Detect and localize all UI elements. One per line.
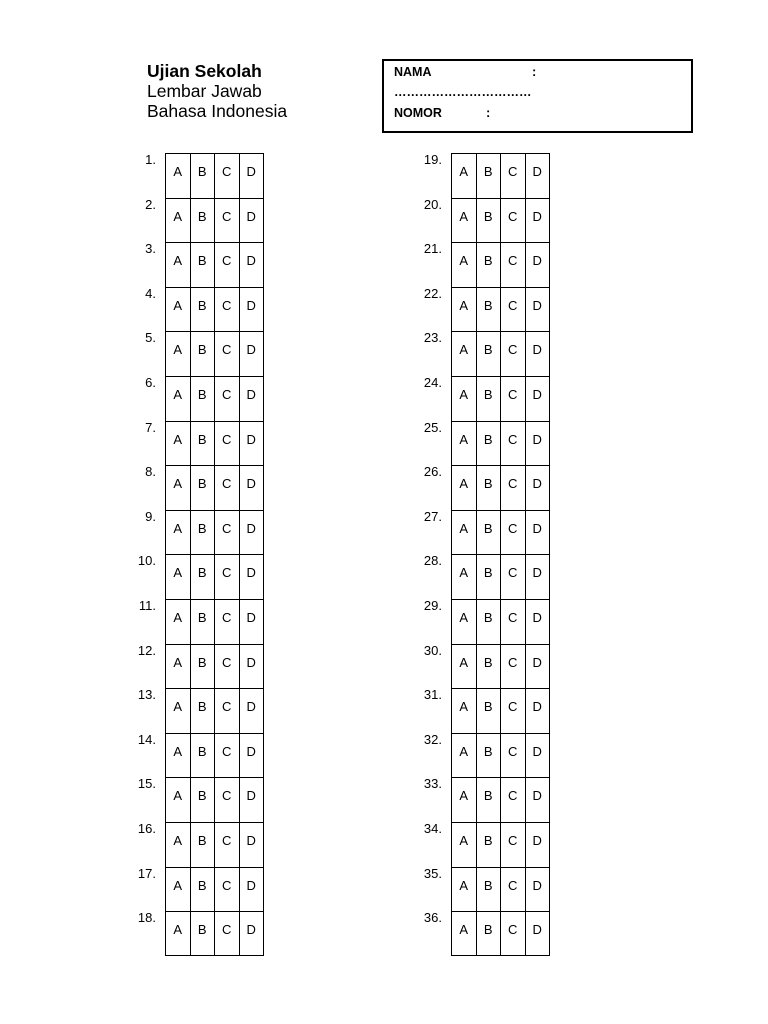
answer-option-a[interactable]: A bbox=[452, 778, 477, 822]
answer-options bbox=[451, 599, 550, 644]
answer-option-b[interactable]: B bbox=[477, 377, 502, 421]
answer-option-d[interactable]: D bbox=[240, 377, 265, 421]
answer-option-a[interactable]: A bbox=[452, 154, 477, 198]
question-number: 32. bbox=[423, 731, 442, 747]
answer-option-c[interactable]: C bbox=[501, 422, 526, 466]
answer-options bbox=[165, 733, 264, 778]
answer-options bbox=[451, 867, 550, 912]
answer-option-c[interactable]: C bbox=[501, 199, 526, 243]
answer-option-d[interactable]: D bbox=[240, 199, 265, 243]
answer-option-c[interactable]: C bbox=[215, 199, 240, 243]
answer-option-c[interactable]: C bbox=[501, 823, 526, 867]
answer-option-b[interactable]: B bbox=[191, 689, 216, 733]
title-block bbox=[147, 61, 287, 121]
question-number: 23. bbox=[423, 330, 442, 346]
answer-option-a[interactable]: A bbox=[452, 734, 477, 778]
question-number: 25. bbox=[423, 419, 442, 435]
answer-option-c[interactable]: C bbox=[215, 243, 240, 287]
name-label: NAMA bbox=[394, 65, 432, 79]
answer-option-c[interactable]: C bbox=[501, 511, 526, 555]
name-colon: : bbox=[532, 64, 537, 79]
answer-option-a[interactable]: A bbox=[452, 377, 477, 421]
question-number: 10. bbox=[137, 553, 156, 569]
answer-option-b[interactable]: B bbox=[477, 154, 502, 198]
answer-option-c[interactable]: C bbox=[501, 778, 526, 822]
answer-option-c[interactable]: C bbox=[215, 332, 240, 376]
answer-option-d[interactable]: D bbox=[526, 734, 551, 778]
question-number: 2. bbox=[145, 196, 156, 212]
answer-option-d[interactable]: D bbox=[526, 778, 551, 822]
answer-option-b[interactable]: B bbox=[191, 288, 216, 332]
answer-option-d[interactable]: D bbox=[240, 154, 265, 198]
answer-options bbox=[451, 777, 550, 822]
answer-option-c[interactable]: C bbox=[215, 555, 240, 599]
answer-option-a[interactable]: A bbox=[452, 243, 477, 287]
answer-option-a[interactable]: A bbox=[166, 600, 191, 644]
answer-options bbox=[165, 822, 264, 867]
answer-options bbox=[165, 510, 264, 555]
answer-option-b[interactable]: B bbox=[477, 555, 502, 599]
question-number: 9. bbox=[145, 508, 156, 524]
answer-option-b[interactable]: B bbox=[477, 243, 502, 287]
answer-option-c[interactable]: C bbox=[501, 868, 526, 912]
answer-option-a[interactable]: A bbox=[452, 912, 477, 955]
answer-option-d[interactable]: D bbox=[526, 555, 551, 599]
answer-option-d[interactable]: D bbox=[526, 243, 551, 287]
question-number: 6. bbox=[145, 374, 156, 390]
answer-options bbox=[165, 911, 264, 956]
number-colon: : bbox=[486, 105, 491, 120]
answer-option-b[interactable]: B bbox=[477, 689, 502, 733]
answer-option-d[interactable]: D bbox=[240, 689, 265, 733]
answer-option-c[interactable]: C bbox=[215, 689, 240, 733]
answer-options bbox=[165, 599, 264, 644]
answer-option-d[interactable]: D bbox=[526, 912, 551, 955]
answer-option-b[interactable]: B bbox=[191, 912, 216, 955]
question-number: 13. bbox=[137, 687, 156, 703]
answer-option-b[interactable]: B bbox=[191, 511, 216, 555]
answer-option-d[interactable]: D bbox=[240, 645, 265, 689]
question-number: 3. bbox=[145, 241, 156, 257]
answer-option-b[interactable]: B bbox=[191, 377, 216, 421]
answer-option-a[interactable]: A bbox=[452, 199, 477, 243]
question-number: 35. bbox=[423, 865, 442, 881]
answer-option-d[interactable]: D bbox=[526, 689, 551, 733]
answer-option-d[interactable]: D bbox=[240, 823, 265, 867]
answer-option-b[interactable]: B bbox=[191, 823, 216, 867]
answer-option-d[interactable]: D bbox=[526, 645, 551, 689]
question-number: 4. bbox=[145, 285, 156, 301]
answer-option-b[interactable]: B bbox=[477, 868, 502, 912]
answer-option-c[interactable]: C bbox=[215, 823, 240, 867]
exam-title: Ujian Sekolah bbox=[147, 61, 262, 81]
answer-options bbox=[451, 198, 550, 243]
answer-option-b[interactable]: B bbox=[477, 511, 502, 555]
answer-options bbox=[165, 331, 264, 376]
answer-option-a[interactable]: A bbox=[166, 422, 191, 466]
answer-option-c[interactable]: C bbox=[215, 734, 240, 778]
answer-option-a[interactable]: A bbox=[452, 823, 477, 867]
answer-option-d[interactable]: D bbox=[240, 422, 265, 466]
question-number: 29. bbox=[423, 597, 442, 613]
answer-options bbox=[165, 867, 264, 912]
answer-option-a[interactable]: A bbox=[166, 823, 191, 867]
question-number: 16. bbox=[137, 820, 156, 836]
question-number: 26. bbox=[423, 464, 442, 480]
answer-option-a[interactable]: A bbox=[166, 778, 191, 822]
answer-options bbox=[451, 287, 550, 332]
answer-option-c[interactable]: C bbox=[215, 645, 240, 689]
question-number: 20. bbox=[423, 196, 442, 212]
answer-option-d[interactable]: D bbox=[526, 466, 551, 510]
answer-option-d[interactable]: D bbox=[526, 422, 551, 466]
answer-option-a[interactable]: A bbox=[166, 645, 191, 689]
answer-option-a[interactable]: A bbox=[166, 912, 191, 955]
answer-option-a[interactable]: A bbox=[452, 511, 477, 555]
question-number: 30. bbox=[423, 642, 442, 658]
answer-option-b[interactable]: B bbox=[191, 243, 216, 287]
answer-options bbox=[165, 421, 264, 466]
answer-option-d[interactable]: D bbox=[240, 778, 265, 822]
question-number: 33. bbox=[423, 776, 442, 792]
answer-option-d[interactable]: D bbox=[526, 199, 551, 243]
answer-option-b[interactable]: B bbox=[191, 555, 216, 599]
answer-option-b[interactable]: B bbox=[477, 199, 502, 243]
answer-options bbox=[451, 911, 550, 956]
answer-options bbox=[165, 688, 264, 733]
answer-option-a[interactable]: A bbox=[166, 332, 191, 376]
answer-option-c[interactable]: C bbox=[501, 689, 526, 733]
question-number: 15. bbox=[137, 776, 156, 792]
answer-option-c[interactable]: C bbox=[215, 600, 240, 644]
answer-option-d[interactable]: D bbox=[240, 734, 265, 778]
answer-option-b[interactable]: B bbox=[477, 466, 502, 510]
answer-option-b[interactable]: B bbox=[477, 288, 502, 332]
answer-option-a[interactable]: A bbox=[452, 600, 477, 644]
answer-option-b[interactable]: B bbox=[477, 778, 502, 822]
answer-options bbox=[451, 421, 550, 466]
answer-option-a[interactable]: A bbox=[452, 868, 477, 912]
answer-options bbox=[165, 376, 264, 421]
question-number: 34. bbox=[423, 820, 442, 836]
answer-option-c[interactable]: C bbox=[501, 332, 526, 376]
answer-option-c[interactable]: C bbox=[501, 288, 526, 332]
answer-option-d[interactable]: D bbox=[240, 600, 265, 644]
answer-options bbox=[165, 153, 264, 198]
answer-option-d[interactable]: D bbox=[526, 868, 551, 912]
answer-option-c[interactable]: C bbox=[501, 600, 526, 644]
answer-option-c[interactable]: C bbox=[501, 466, 526, 510]
answer-option-b[interactable]: B bbox=[191, 154, 216, 198]
sheet-subtitle: Lembar Jawab bbox=[147, 81, 262, 101]
answer-option-c[interactable]: C bbox=[501, 377, 526, 421]
answer-option-a[interactable]: A bbox=[166, 868, 191, 912]
question-number: 14. bbox=[137, 731, 156, 747]
answer-option-c[interactable]: C bbox=[215, 377, 240, 421]
answer-options bbox=[165, 465, 264, 510]
answer-option-b[interactable]: B bbox=[191, 422, 216, 466]
answer-option-b[interactable]: B bbox=[477, 912, 502, 955]
answer-option-b[interactable]: B bbox=[191, 199, 216, 243]
question-number: 12. bbox=[137, 642, 156, 658]
answer-option-c[interactable]: C bbox=[215, 422, 240, 466]
answer-option-a[interactable]: A bbox=[166, 243, 191, 287]
answer-options bbox=[165, 242, 264, 287]
question-number: 28. bbox=[423, 553, 442, 569]
answer-options bbox=[451, 465, 550, 510]
answer-option-d[interactable]: D bbox=[240, 288, 265, 332]
answer-options bbox=[451, 822, 550, 867]
answer-option-d[interactable]: D bbox=[240, 511, 265, 555]
answer-options bbox=[451, 644, 550, 689]
answer-option-b[interactable]: B bbox=[191, 734, 216, 778]
answer-option-a[interactable]: A bbox=[452, 689, 477, 733]
answer-option-a[interactable]: A bbox=[452, 645, 477, 689]
answer-option-c[interactable]: C bbox=[215, 154, 240, 198]
question-number: 22. bbox=[423, 285, 442, 301]
answer-option-b[interactable]: B bbox=[191, 645, 216, 689]
answer-option-b[interactable]: B bbox=[191, 600, 216, 644]
answer-option-d[interactable]: D bbox=[526, 154, 551, 198]
answer-options bbox=[451, 688, 550, 733]
answer-option-a[interactable]: A bbox=[166, 511, 191, 555]
answer-option-a[interactable]: A bbox=[452, 332, 477, 376]
answer-option-a[interactable]: A bbox=[452, 555, 477, 599]
name-dotted-line[interactable]: …………………………… bbox=[394, 85, 532, 99]
answer-option-c[interactable]: C bbox=[215, 511, 240, 555]
answer-option-a[interactable]: A bbox=[452, 466, 477, 510]
answer-option-c[interactable]: C bbox=[501, 154, 526, 198]
answer-option-d[interactable]: D bbox=[526, 288, 551, 332]
answer-option-a[interactable]: A bbox=[452, 422, 477, 466]
answer-options bbox=[451, 510, 550, 555]
question-number: 1. bbox=[145, 152, 156, 167]
answer-option-b[interactable]: B bbox=[191, 466, 216, 510]
answer-option-b[interactable]: B bbox=[191, 778, 216, 822]
answer-option-c[interactable]: C bbox=[501, 243, 526, 287]
answer-option-d[interactable]: D bbox=[240, 912, 265, 955]
answer-option-b[interactable]: B bbox=[477, 332, 502, 376]
answer-option-b[interactable]: B bbox=[477, 823, 502, 867]
answer-option-d[interactable]: D bbox=[526, 332, 551, 376]
answer-option-b[interactable]: B bbox=[477, 600, 502, 644]
answer-option-a[interactable]: A bbox=[166, 288, 191, 332]
answer-option-c[interactable]: C bbox=[215, 868, 240, 912]
answer-option-a[interactable]: A bbox=[166, 734, 191, 778]
question-number: 7. bbox=[145, 419, 156, 435]
answer-options bbox=[451, 153, 550, 198]
answer-option-c[interactable]: C bbox=[501, 734, 526, 778]
answer-options bbox=[451, 733, 550, 778]
question-number: 5. bbox=[145, 330, 156, 346]
answer-option-c[interactable]: C bbox=[215, 466, 240, 510]
answer-option-a[interactable]: A bbox=[166, 377, 191, 421]
answer-option-c[interactable]: C bbox=[501, 555, 526, 599]
question-number: 11. bbox=[138, 597, 156, 613]
answer-option-a[interactable]: A bbox=[452, 288, 477, 332]
answer-option-c[interactable]: C bbox=[501, 645, 526, 689]
number-label: NOMOR bbox=[394, 106, 442, 120]
question-number: 19. bbox=[423, 152, 442, 167]
student-id-box bbox=[382, 59, 693, 133]
answer-option-d[interactable]: D bbox=[240, 466, 265, 510]
answer-option-b[interactable]: B bbox=[477, 645, 502, 689]
answer-option-d[interactable]: D bbox=[526, 511, 551, 555]
answer-option-a[interactable]: A bbox=[166, 154, 191, 198]
question-number: 24. bbox=[423, 374, 442, 390]
answer-option-b[interactable]: B bbox=[191, 868, 216, 912]
answer-options bbox=[451, 376, 550, 421]
question-number: 17. bbox=[137, 865, 156, 881]
answer-option-d[interactable]: D bbox=[526, 823, 551, 867]
answer-option-d[interactable]: D bbox=[240, 332, 265, 376]
answer-options bbox=[165, 644, 264, 689]
answer-option-d[interactable]: D bbox=[240, 868, 265, 912]
question-number: 8. bbox=[145, 464, 156, 480]
answer-option-a[interactable]: A bbox=[166, 689, 191, 733]
question-number: 36. bbox=[423, 910, 442, 926]
answer-option-d[interactable]: D bbox=[240, 243, 265, 287]
question-number: 27. bbox=[423, 508, 442, 524]
answer-options bbox=[165, 554, 264, 599]
answer-option-a[interactable]: A bbox=[166, 199, 191, 243]
answer-option-c[interactable]: C bbox=[215, 912, 240, 955]
answer-option-a[interactable]: A bbox=[166, 555, 191, 599]
answer-options bbox=[165, 287, 264, 332]
answer-option-d[interactable]: D bbox=[526, 600, 551, 644]
answer-options bbox=[165, 777, 264, 822]
question-number: 21. bbox=[423, 241, 442, 257]
question-number: 18. bbox=[137, 910, 156, 926]
subject-name: Bahasa Indonesia bbox=[147, 101, 288, 121]
answer-option-c[interactable]: C bbox=[215, 288, 240, 332]
answer-options bbox=[451, 242, 550, 287]
question-number: 31. bbox=[423, 687, 442, 703]
answer-option-b[interactable]: B bbox=[191, 332, 216, 376]
answer-option-d[interactable]: D bbox=[240, 555, 265, 599]
answer-option-b[interactable]: B bbox=[477, 734, 502, 778]
answer-option-a[interactable]: A bbox=[166, 466, 191, 510]
answer-option-c[interactable]: C bbox=[501, 912, 526, 955]
answer-options bbox=[451, 554, 550, 599]
answer-options bbox=[451, 331, 550, 376]
answer-options bbox=[165, 198, 264, 243]
answer-option-c[interactable]: C bbox=[215, 778, 240, 822]
answer-option-b[interactable]: B bbox=[477, 422, 502, 466]
answer-option-d[interactable]: D bbox=[526, 377, 551, 421]
